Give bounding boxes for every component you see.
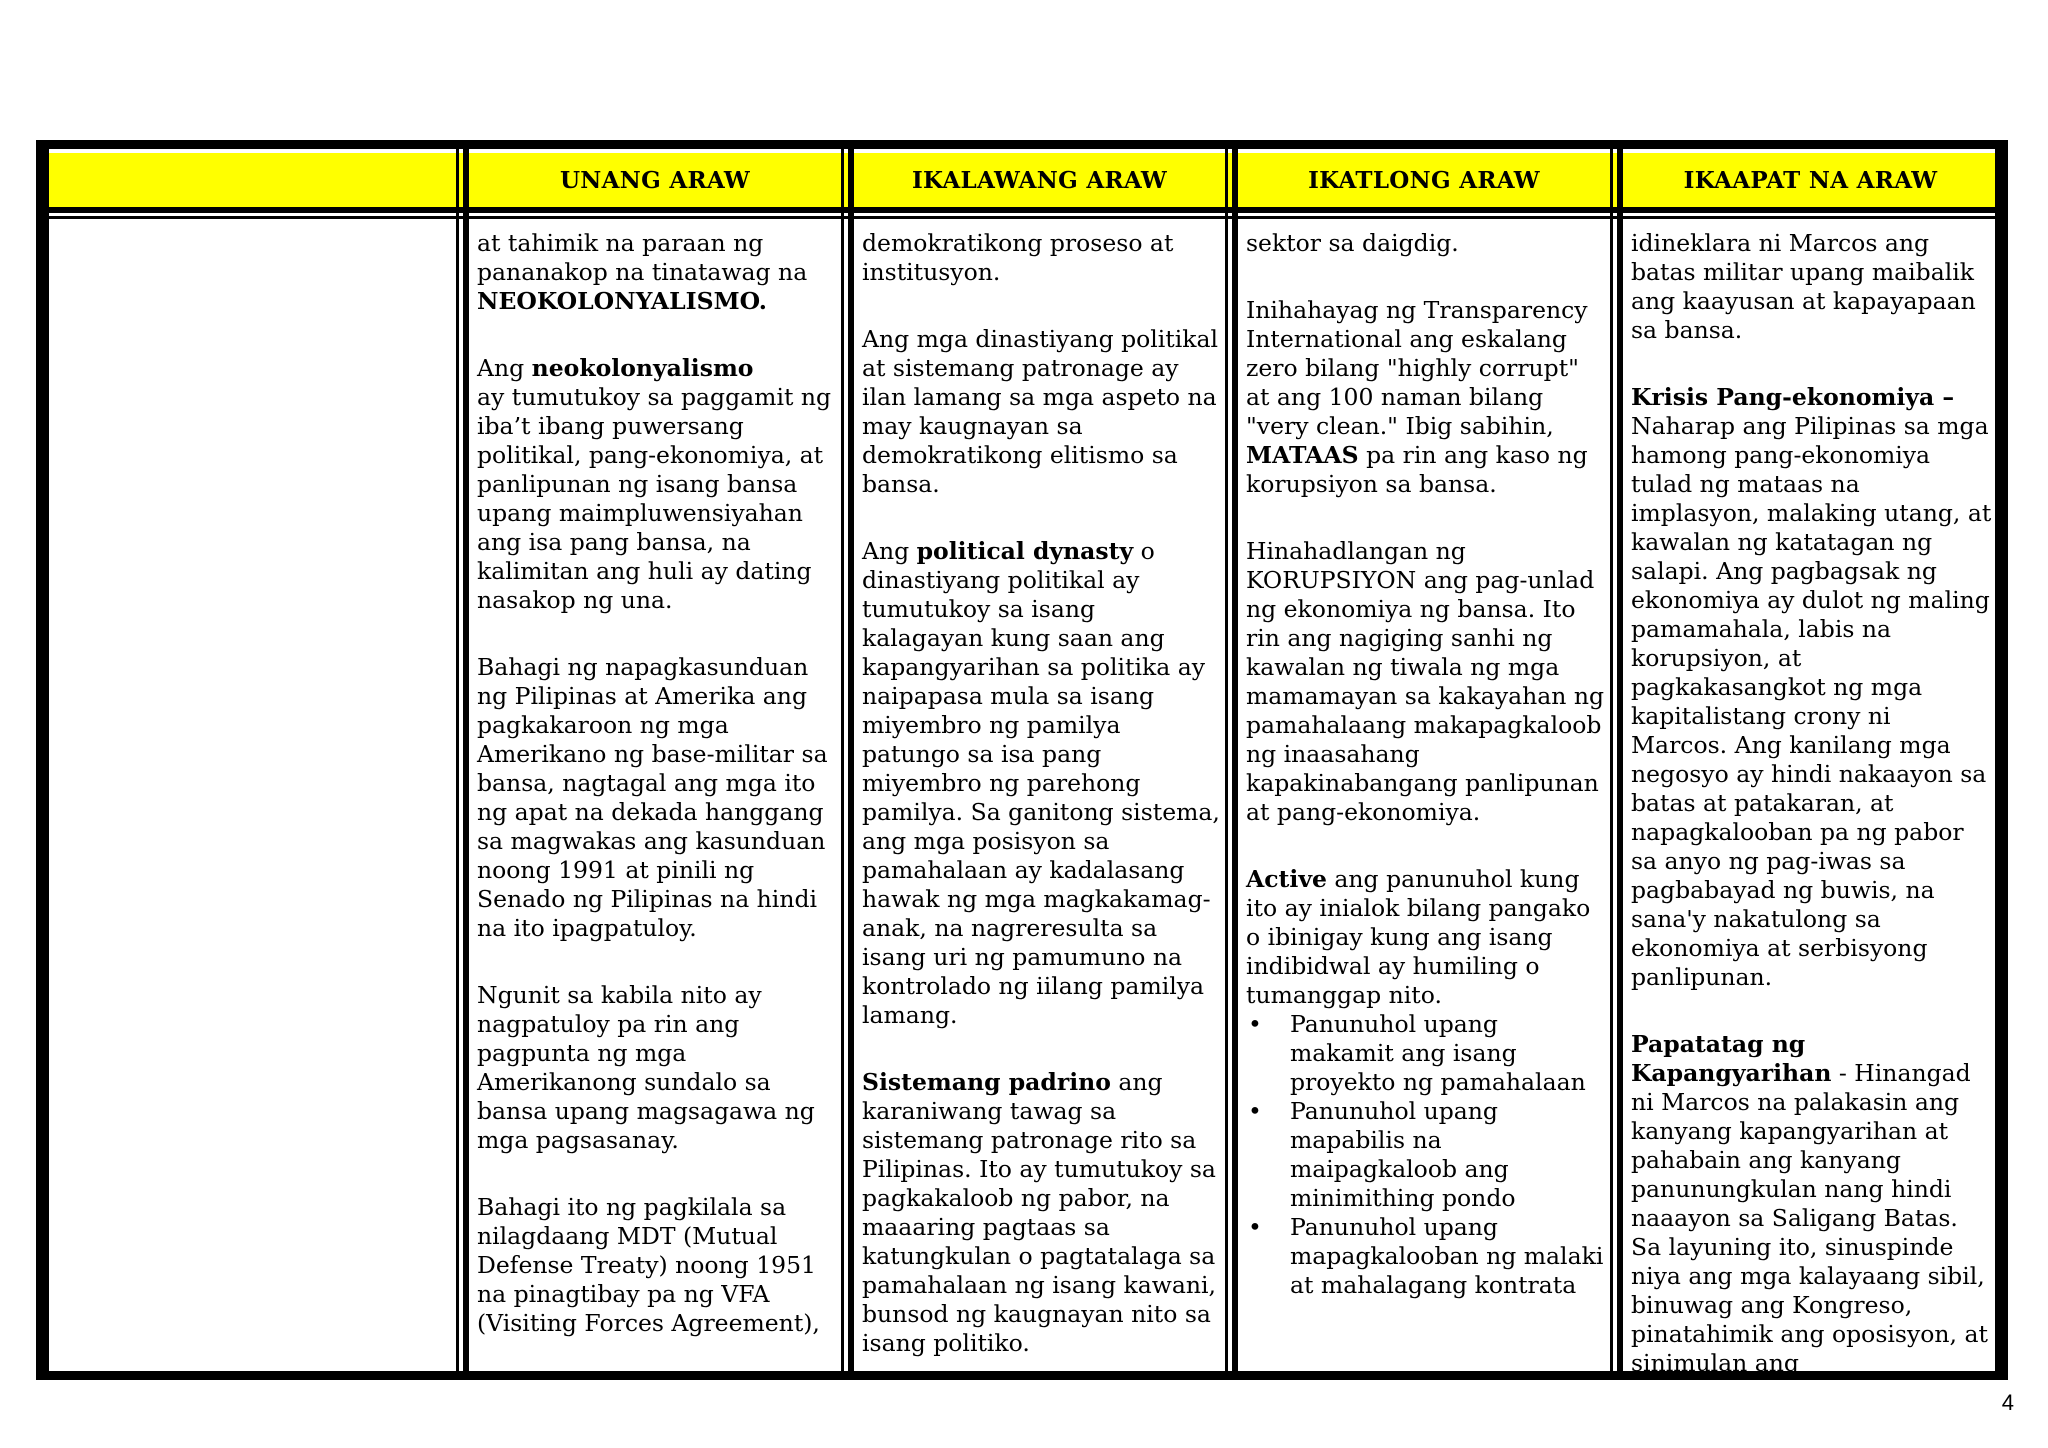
- col3-bullet-1: • Panunuhol upang makamit ang isang proyekto ng pamahalaan: [1290, 1010, 1606, 1097]
- col3-p4-post: ang panunuhol kung ito ay inialok bilang pangako o ibinigay kung ang isang indibidwal ay humiling o tumanggap nito.: [1246, 865, 1591, 1009]
- column-ikatlong-araw: [1246, 229, 1606, 1361]
- col2-paragraph-4: [862, 1068, 1222, 1358]
- header-unang-araw: UNANG ARAW: [559, 166, 751, 194]
- col4-p3-post: - Hinangad ni Marcos na palakasin ang kanyang kapangyarihan at pahabain ang kanyang panunungkulan nang hindi naaayon sa Saligang Batas. Sa layuning ito, sinuspinde niya ang mga kalayaang sibil, binuwag ang Kongreso, pinatahimik ang oposisyon, at sinimulan ang: [1631, 1059, 1988, 1377]
- col1-p1-text: at tahimik na paraan ng pananakop na tinatawag na: [477, 229, 808, 286]
- col-separator-3-thin: [1225, 149, 1228, 1371]
- col3-paragraph-2: [1246, 296, 1606, 499]
- col-separator-4-thin: [1610, 149, 1613, 1371]
- col3-paragraph-4: [1246, 865, 1606, 1010]
- col-separator-4-thick: [1617, 149, 1623, 1371]
- header-divider-thin: [45, 216, 1999, 219]
- col2-p4-post: ang karaniwang tawag sa sistemang patronage rito sa Pilipinas. Ito ay tumutukoy sa pagkakaloob ng pabor, na maaaring pagtaas sa katungkulan o pagtatalaga sa pamahalaan ng isang kawani, bunsod ng kaugnayan nito sa isang politiko.: [862, 1068, 1217, 1357]
- col3-p2-pre: Inihahayag ng Transparency International ang eskalang zero bilang "highly corrupt" at ang 100 naman bilang "very clean." Ibig sabihin,: [1246, 296, 1588, 440]
- col2-p3-pre: Ang: [862, 537, 917, 565]
- column-unang-araw: [477, 229, 837, 1361]
- col3-bullet-3: • Panunuhol upang mapagkalooban ng malaki at mahalagang kontrata: [1290, 1213, 1606, 1300]
- col3-p2-bold: MATAAS: [1246, 441, 1359, 469]
- col1-paragraph-1: [477, 229, 837, 316]
- col2-p3-post: o dinastiyang politikal ay tumutukoy sa isang kalagayan kung saan ang kapangyarihan sa politika ay naipapasa mula sa isang miyembro ng pamilya patungo sa isa pang miyembro ng parehong pamilya. Sa ganitong sistema, ang mga posisyon sa pamahalaan ay kadalasang hawak ng mga magkakamag-anak, na nagreresulta sa isang uri ng pamumuno na kontrolado ng iilang pamilya lamang.: [862, 537, 1220, 1029]
- col1-paragraph-5: Bahagi ito ng pagkilala sa nilagdaang MDT (Mutual Defense Treaty) noong 1951 na pinagtibay pa ng VFA (Visiting Forces Agreement),: [477, 1193, 820, 1337]
- col-separator-2-thick: [848, 149, 854, 1371]
- col4-paragraph-3: [1631, 1030, 1993, 1378]
- col1-p2-pre: Ang: [477, 354, 532, 382]
- col1-p2-post: ay tumutukoy sa paggamit ng iba’t ibang puwersang politikal, pang-ekonomiya, at panlipunan ng isang bansa upang maimpluwensiyahan ang isa pang bansa, na kalimitan ang huli ay dating nasakop ng una.: [477, 383, 832, 614]
- col3-bullet-list: [1246, 1010, 1606, 1300]
- col4-paragraph-2: [1631, 383, 1993, 992]
- col3-p2-post: pa rin ang kaso ng korupsiyon sa bansa.: [1246, 441, 1588, 498]
- col-separator-1-thick: [463, 149, 469, 1371]
- col3-bullet-2: • Panunuhol upang mapabilis na maipagkaloob ang minimithing pondo: [1290, 1097, 1606, 1213]
- col1-paragraph-3: Bahagi ng napagkasunduan ng Pilipinas at Amerika ang pagkakaroon ng mga Amerikano ng base-militar sa bansa, nagtagal ang mga ito ng apat na dekada hanggang sa magwakas ang kasunduan noong 1991 at pinili ng Senado ng Pilipinas na hindi na ito ipagpatuloy.: [477, 653, 828, 942]
- col2-paragraph-3: [862, 537, 1222, 1030]
- col2-paragraph-2: Ang mga dinastiyang politikal at sistemang patronage ay ilan lamang sa mga aspeto na may kaugnayan sa demokratikong elitismo sa bansa.: [862, 325, 1219, 498]
- col1-paragraph-4: Ngunit sa kabila nito ay nagpatuloy pa rin ang pagpunta ng mga Amerikanong sundalo sa bansa upang magsagawa ng mga pagsasanay.: [477, 981, 815, 1154]
- right-inner-border: [1995, 149, 1999, 1371]
- header-ikalawang-araw: IKALAWANG ARAW: [911, 166, 1168, 194]
- col-separator-1-thin: [456, 149, 459, 1371]
- col1-paragraph-2: [477, 354, 837, 615]
- page-number: 4: [2001, 1390, 2014, 1415]
- col4-paragraph-1: idineklara ni Marcos ang batas militar upang maibalik ang kaayusan at kapayapaan sa bansa.: [1631, 229, 1976, 344]
- col3-paragraph-3: Hinahadlangan ng KORUPSIYON ang pag-unlad ng ekonomiya ng bansa. Ito rin ang nagiging sanhi ng kawalan ng tiwala ng mga mamamayan sa kakayahan ng pamahalaang makapagkaloob ng inaasahang kapakinabangang panlipunan at pang-ekonomiya.: [1246, 537, 1605, 826]
- header-divider-thick: [45, 207, 1999, 213]
- table-frame: [36, 140, 2008, 1380]
- col3-paragraph-1: sektor sa daigdig.: [1246, 229, 1459, 257]
- col4-p3-bold: Papatatag ng Kapangyarihan: [1631, 1030, 1832, 1087]
- header-ikatlong-araw: IKATLONG ARAW: [1308, 166, 1540, 194]
- col3-p4-bold: Active: [1246, 865, 1327, 893]
- col-separator-2-thin: [841, 149, 844, 1371]
- col2-paragraph-1: demokratikong proseso at institusyon.: [862, 229, 1174, 286]
- col1-p2-bold: neokolonyalismo: [531, 354, 754, 382]
- col4-p2-post: Naharap ang Pilipinas sa mga hamong pang-ekonomiya tulad ng mataas na implasyon, malaking utang, at kawalan ng katatagan ng salapi. Ang pagbagsak ng ekonomiya ay dulot ng maling pamamahala, labis na korupsiyon, at pagkakasangkot ng mga kapitalistang crony ni Marcos. Ang kanilang mga negosyo ay hindi nakaayon sa batas at patakaran, at napagkalooban pa ng pabor sa anyo ng pag-iwas sa pagbabayad ng buwis, na sana'y nakatulong sa ekonomiya at serbisyong panlipunan.: [1631, 412, 1992, 991]
- left-inner-border: [45, 149, 49, 1371]
- col-separator-3-thick: [1232, 149, 1238, 1371]
- column-ikaapat-na-araw: [1631, 229, 1993, 1377]
- header-ikaapat-na-araw: IKAAPAT NA ARAW: [1683, 166, 1938, 194]
- table-inner: [45, 149, 1999, 1377]
- col2-p4-bold: Sistemang padrino: [862, 1068, 1111, 1096]
- column-ikalawang-araw: [862, 229, 1222, 1361]
- col2-p3-bold: political dynasty: [916, 537, 1134, 565]
- col1-p1-bold: NEOKOLONYALISMO.: [477, 287, 767, 315]
- col4-p2-bold: Krisis Pang-ekonomiya –: [1631, 383, 1955, 411]
